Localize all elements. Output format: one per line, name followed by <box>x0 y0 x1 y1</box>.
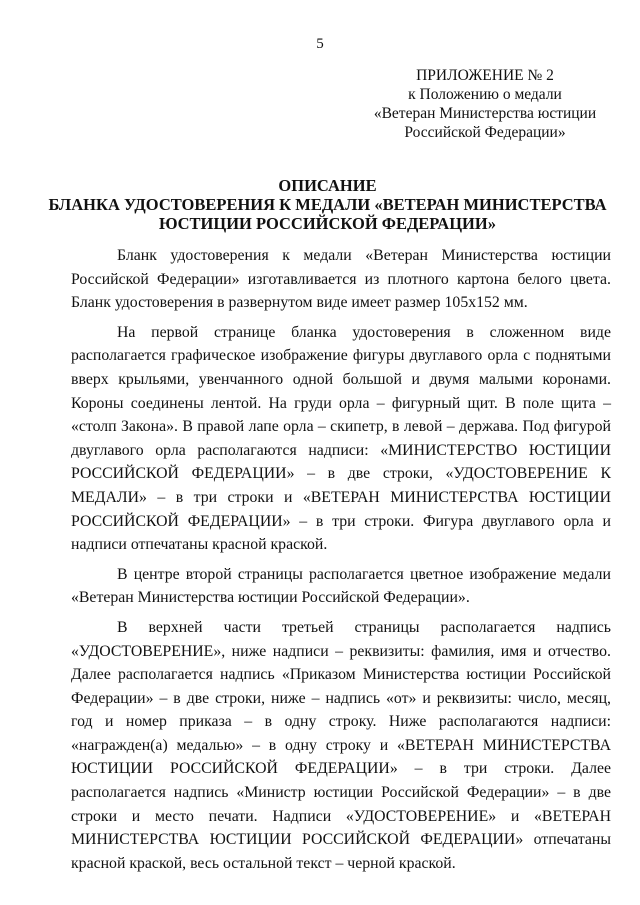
appendix-line-3: «Ветеран Министерства юстиции <box>373 105 597 122</box>
paragraph-4: В верхней части третьей страницы располагается надпись «УДОСТОВЕРЕНИЕ», ниже надписи – реквизиты: фамилия, имя и отчество. Далее располагается надпись «Приказом Министерства юстиции Российской Федерации» – в две строки, ниже – надпись «от» и реквизиты: число, месяц, год и номер приказа – в одну строку. Ниже располагаются надписи: «награжден(а) медалью» – в одну строку и «ВЕТЕРАН МИНИСТЕРСТВА ЮСТИЦИИ РОССИЙСКОЙ ФЕДЕРАЦИИ» – в три строки. Далее располагается надпись «Министр юстиции Российской Федерации» – в две строки и место печати. Надписи «УДОСТОВЕРЕНИЕ» и «ВЕТЕРАН МИНИСТЕРСТВА ЮСТИЦИИ РОССИЙСКОЙ ФЕДЕРАЦИИ» отпечатаны красной краской, весь остальной текст – черной краской. <box>71 618 611 872</box>
paragraph-2: На первой странице бланка удостоверения в сложенном виде располагается графическое изображение фигуры двуглавого орла с поднятыми вверх крыльями, увенчанного одной большой и двумя малыми коронами. Короны соединены лентой. На груди орла – фигурный щит. В поле щита – «столп Закона». В правой лапе орла – скипетр, в левой – держава. Под фигурой двуглавого орла располагаются надписи: «МИНИСТЕРСТВО ЮСТИЦИИ РОССИЙСКОЙ ФЕДЕРАЦИИ» – в две строки, «УДОСТОВЕРЕНИЕ К МЕДАЛИ» – в три строки и «ВЕТЕРАН МИНИСТЕРСТВА ЮСТИЦИИ РОССИЙСКОЙ ФЕДЕРАЦИИ» – в три строки. Фигура двуглавого орла и надписи отпечатаны красной краской. <box>71 323 611 554</box>
paragraph-3: В центре второй страницы располагается цветное изображение медали «Ветеран Министерства юстиции Российской Федерации». <box>71 565 611 607</box>
title-line-2: БЛАНКА УДОСТОВЕРЕНИЯ К МЕДАЛИ «ВЕТЕРАН МИНИСТЕРСТВА <box>48 195 607 214</box>
appendix-line-1: ПРИЛОЖЕНИЕ № 2 <box>416 67 554 84</box>
appendix-header <box>360 66 610 142</box>
paragraph-1: Бланк удостоверения к медали «Ветеран Министерства юстиции Российской Федерации» изготавливается из плотного картона белого цвета. Бланк удостоверения в развернутом виде имеет размер 105x152 мм. <box>71 247 611 312</box>
title-line-1: ОПИСАНИЕ <box>278 176 377 195</box>
page-number: 5 <box>316 36 324 52</box>
document-body <box>71 244 611 881</box>
appendix-line-2: к Положению о медали <box>408 86 562 103</box>
appendix-line-4: Российской Федерации» <box>404 124 566 141</box>
title-line-3: ЮСТИЦИИ РОССИЙСКОЙ ФЕДЕРАЦИИ» <box>159 214 496 233</box>
document-title <box>40 176 615 233</box>
